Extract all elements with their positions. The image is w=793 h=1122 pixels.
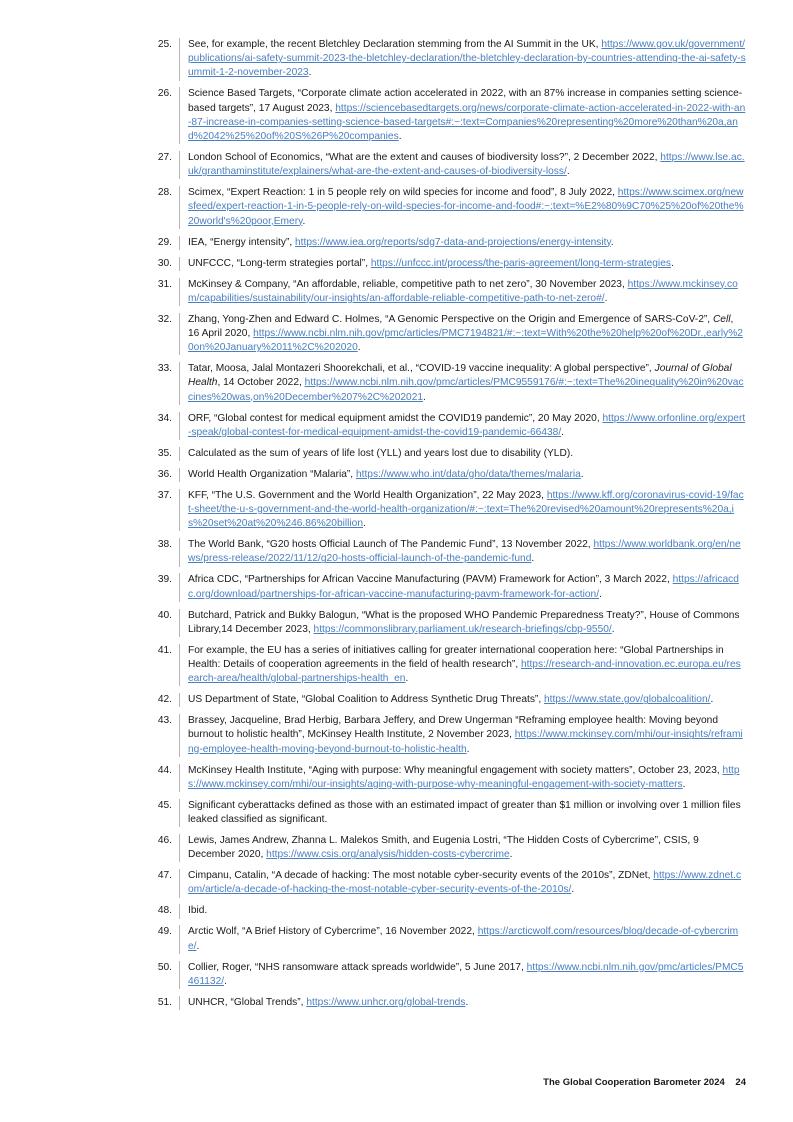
endnote-number: 29.: [157, 236, 172, 248]
endnote-number: 40.: [157, 609, 172, 621]
endnote-period: .: [405, 673, 409, 685]
endnote-item: [146, 313, 746, 356]
endnote-text: [179, 904, 746, 918]
endnote-period: .: [571, 884, 575, 896]
endnote-citation: ORF, “Global contest for medical equipment amidst the COVID19 pandemic”, 20 May 2020,: [188, 412, 603, 424]
endnote-number: 41.: [157, 644, 172, 656]
endnote-text: [179, 362, 746, 405]
endnote-text: [179, 609, 746, 637]
endnote-date: , 14 October 2022,: [217, 377, 305, 389]
endnote-text: [179, 412, 746, 440]
endnote-period: .: [466, 743, 470, 755]
endnote-text: [179, 925, 746, 953]
endnote-link[interactable]: https://www.ncbi.nlm.nih.gov/pmc/articles/PMC7194821/#:~:text=With%20the%20help%20of%20Dr.,early%20on%20January%2011%2C%202020: [188, 328, 743, 354]
endnote-link[interactable]: https://africacdc.org/download/partnerships-for-african-vaccine-manufacturing-pavm-framework-for-action/: [188, 574, 739, 600]
endnote-number: 42.: [157, 694, 172, 706]
endnote-item: [146, 996, 746, 1010]
endnote-number: 51.: [157, 996, 172, 1008]
endnote-citation: Tatar, Moosa, Jalal Montazeri Shoorekchali, et al., “COVID-19 vaccine inequality: A global perspective”,: [188, 363, 655, 375]
endnote-link[interactable]: https://www.orfonline.org/expert-speak/global-contest-for-medical-equipment-amidst-the-covid19-pandemic-66438/: [188, 412, 746, 438]
endnote-item: [146, 362, 746, 405]
endnote-citation: McKinsey & Company, “An affordable, reliable, competitive path to net zero”, 30 November 2023,: [188, 278, 628, 290]
endnote-item: [146, 38, 746, 81]
endnote-text: [179, 257, 746, 271]
endnote-link[interactable]: https://www.mckinsey.com/mhi/our-insights/aging-with-purpose-why-meaningful-engagement-with-society-matters: [188, 764, 740, 790]
endnote-text: [179, 87, 746, 144]
endnote-link[interactable]: https://www.lse.ac.uk/granthaminstitute/explainers/what-are-the-extent-and-causes-of-biodiversity-loss/: [188, 152, 745, 178]
endnote-item: [146, 799, 746, 827]
endnote-number: 36.: [157, 468, 172, 480]
endnote-period: .: [308, 67, 312, 79]
endnote-period: .: [611, 623, 615, 635]
endnote-item: [146, 186, 746, 229]
endnote-citation: McKinsey Health Institute, “Aging with purpose: Why meaningful engagement with society matters”, October 23, 2023,: [188, 764, 723, 776]
endnote-item: [146, 87, 746, 144]
endnote-link[interactable]: https://www.ncbi.nlm.nih.gov/pmc/articles/PMC9559176/#:~:text=The%20inequality%20in%20vaccines%20was,on%20December%207%2C%202021: [188, 377, 744, 403]
endnote-item: [146, 257, 746, 271]
endnote-period: .: [599, 588, 602, 600]
footer-title: The Global Cooperation Barometer 2024: [543, 1077, 725, 1088]
endnote-period: .: [196, 940, 200, 952]
endnote-item: [146, 278, 746, 306]
endnote-citation: Africa CDC, “Partnerships for African Vaccine Manufacturing (PAVM) Framework for Action”, 3 March 2022,: [188, 574, 673, 586]
endnote-period: .: [531, 553, 535, 565]
endnote-link[interactable]: https://www.who.int/data/gho/data/themes/malaria: [355, 468, 581, 480]
endnote-item: [146, 925, 746, 953]
endnote-number: 44.: [157, 764, 172, 776]
endnote-number: 50.: [157, 961, 172, 973]
endnote-link[interactable]: https://sciencebasedtargets.org/news/corporate-climate-action-accelerated-in-2022-with-an-87-increase-in-companies-setting-science-based-targets#:~:text=Companies%20representing%20more%20than%20a,and%2042%25%20of%20S%26P%20companies: [188, 102, 746, 143]
endnote-citation: Calculated as the sum of years of life lost (YLL) and years lost due to disability (YLD).: [188, 447, 574, 459]
endnote-period: .: [561, 426, 565, 438]
endnote-citation: Ibid.: [188, 905, 208, 917]
endnote-number: 33.: [157, 363, 172, 375]
endnote-number: 43.: [157, 715, 172, 727]
endnote-item: [146, 869, 746, 897]
endnote-date: , 16 April 2020,: [188, 313, 734, 340]
endnote-item: [146, 489, 746, 532]
endnote-item: [146, 764, 746, 792]
endnote-period: .: [398, 131, 402, 143]
endnote-text: [179, 236, 746, 250]
endnote-period: .: [604, 292, 608, 304]
endnote-text: [179, 714, 746, 757]
page-footer: [543, 1077, 746, 1088]
endnote-period: .: [302, 215, 306, 227]
endnote-number: 37.: [157, 489, 172, 501]
endnote-text: [179, 996, 746, 1010]
endnote-link[interactable]: https://arcticwolf.com/resources/blog/decade-of-cybercrime/: [188, 926, 739, 952]
endnote-text: [179, 693, 746, 707]
endnote-link[interactable]: https://www.gov.uk/government/publications/ai-safety-summit-2023-the-bletchley-declaration/the-bletchley-declaration-by-countries-attending-the-ai-safety-summit-1-2-november-2023: [188, 39, 746, 79]
endnote-text: [179, 278, 746, 306]
endnote-citation: UNHCR, “Global Trends”,: [188, 996, 307, 1008]
endnote-item: [146, 412, 746, 440]
endnote-item: [146, 693, 746, 707]
endnote-citation: KFF, “The U.S. Government and the World Health Organization”, 22 May 2023,: [188, 489, 547, 501]
page-number: 24: [735, 1077, 746, 1088]
endnote-number: 28.: [157, 187, 172, 199]
endnote-citation: See, for example, the recent Bletchley Declaration stemming from the AI Summit in the UK,: [188, 39, 602, 50]
endnote-number: 31.: [157, 278, 172, 290]
endnote-text: [179, 447, 746, 461]
endnote-link[interactable]: https://www.worldbank.org/en/news/press-release/2022/11/12/g20-hosts-official-launch-of-the-pandemic-fund: [188, 539, 741, 565]
endnote-item: [146, 834, 746, 862]
endnote-item: [146, 609, 746, 637]
endnote-citation: Cimpanu, Catalin, “A decade of hacking: The most notable cyber-security events of the 2010s”, ZDNet,: [188, 870, 654, 882]
endnote-citation: UNFCCC, “Long-term strategies portal”,: [188, 257, 371, 269]
endnote-citation: IEA, “Energy intensity”,: [188, 236, 296, 248]
endnote-citation: Scimex, “Expert Reaction: 1 in 5 people rely on wild species for income and food”, 8 July 2022,: [188, 187, 618, 199]
endnote-link[interactable]: https://commonslibrary.parliament.uk/research-briefings/cbp-9550/: [313, 623, 612, 635]
endnote-link[interactable]: https://www.scimex.org/newsfeed/expert-reaction-1-in-5-people-rely-on-wild-species-for-income-and-food#:~:text=%E2%80%9C70%25%20of%20the%20world's%20poor,Emery: [188, 187, 744, 227]
endnote-text: [179, 489, 746, 532]
endnote-text: [179, 644, 746, 687]
endnote-number: 32.: [157, 313, 172, 325]
endnote-text: [179, 961, 746, 989]
endnote-citation: Significant cyberattacks defined as those with an estimated impact of greater than $1 million or involving over 1 million files leaked classified as significant.: [188, 799, 741, 826]
endnote-number: 48.: [157, 905, 172, 917]
endnote-item: [146, 447, 746, 461]
endnote-text: [179, 151, 746, 179]
endnote-item: [146, 573, 746, 601]
endnote-period: .: [710, 694, 714, 706]
endnote-number: 34.: [157, 412, 172, 424]
endnote-period: .: [509, 849, 513, 861]
endnote-citation: Arctic Wolf, “A Brief History of Cybercrime”, 16 November 2022,: [188, 926, 478, 938]
endnote-text: [179, 538, 746, 566]
endnote-period: .: [610, 236, 614, 248]
endnote-citation: Collier, Roger, “NHS ransomware attack spreads worldwide”, 5 June 2017,: [188, 961, 527, 973]
endnote-link[interactable]: https://www.csis.org/analysis/hidden-costs-cybercrime: [266, 849, 510, 861]
endnote-period: .: [670, 257, 674, 269]
endnote-text: [179, 313, 746, 356]
endnote-item: [146, 468, 746, 482]
endnote-link[interactable]: https://research-and-innovation.ec.europa.eu/research-area/health/global-partnerships-health_en: [188, 659, 741, 685]
endnote-number: 46.: [157, 835, 172, 847]
endnote-period: .: [465, 996, 469, 1008]
endnote-text: [179, 764, 746, 792]
endnote-item: [146, 714, 746, 757]
endnote-citation: World Health Organization “Malaria”,: [188, 468, 356, 480]
endnote-link[interactable]: https://www.mckinsey.com/mhi/our-insights/reframing-employee-health-moving-beyond-burnout-to-holistic-health: [188, 729, 743, 755]
endnote-link[interactable]: https://www.ncbi.nlm.nih.gov/pmc/articles/PMC5461132/: [188, 961, 744, 987]
endnote-number: 27.: [157, 152, 172, 164]
endnote-number: 35.: [157, 447, 172, 459]
endnote-citation: Butchard, Patrick and Bukky Balogun, “What is the proposed WHO Pandemic Preparedness Treaty?”, House of Commons Library,14 December 2023,: [188, 609, 740, 635]
endnote-link[interactable]: https://unfccc.int/process/the-paris-agreement/long-term-strategies: [370, 257, 671, 269]
endnote-link[interactable]: https://www.zdnet.com/article/a-decade-of-hacking-the-most-notable-cyber-security-events-of-the-2010s/: [188, 870, 742, 896]
endnote-number: 45.: [157, 799, 172, 811]
endnote-citation: Science Based Targets, “Corporate climate action accelerated in 2022, with an 87% increase in companies setting science-based targets”, 17 August 2023,: [188, 88, 743, 114]
endnote-period: .: [357, 342, 361, 354]
endnote-link[interactable]: https://www.mckinsey.com/capabilities/sustainability/our-insights/an-affordable-reliable-competitive-path-to-net-zero#/: [188, 278, 738, 304]
endnote-period: .: [363, 518, 366, 530]
endnote-period: .: [423, 391, 426, 403]
endnote-period: .: [580, 468, 584, 480]
endnote-text: [179, 869, 746, 897]
endnote-item: [146, 538, 746, 566]
endnote-number: 47.: [157, 870, 172, 882]
endnote-link[interactable]: https://www.iea.org/reports/sdg7-data-and-projections/energy-intensity: [295, 236, 611, 248]
endnote-number: 49.: [157, 926, 172, 938]
endnote-item: [146, 151, 746, 179]
endnote-citation: For example, the EU has a series of initiatives calling for greater international cooperation here: “Global Partnerships in Health: Details of cooperation agreements in the field of health research”,: [188, 644, 724, 671]
endnote-citation: Brassey, Jacqueline, Brad Herbig, Barbara Jeffery, and Drew Ungerman “Reframing employee health: Moving beyond burnout to holistic health”, McKinsey Health Institute, 2 November 2023,: [188, 715, 719, 741]
endnote-period: .: [224, 975, 227, 987]
endnote-text: [179, 38, 746, 81]
endnote-number: 26.: [157, 88, 172, 100]
endnote-citation: Lewis, James Andrew, Zhanna L. Malekos Smith, and Eugenia Lostri, “The Hidden Costs of Cybercrime”, CSIS, 9 December 2020,: [188, 835, 699, 861]
endnote-period: .: [682, 778, 686, 790]
endnote-number: 25.: [157, 39, 172, 50]
endnote-citation: The World Bank, “G20 hosts Official Launch of The Pandemic Fund”, 13 November 2022,: [188, 539, 594, 551]
endnote-text: [179, 573, 746, 601]
endnote-journal: Journal of Global Health: [188, 363, 732, 389]
endnote-citation: Zhang, Yong-Zhen and Edward C. Holmes, “A Genomic Perspective on the Origin and Emergence of SARS-CoV-2”,: [188, 313, 713, 325]
endnote-number: 38.: [157, 539, 172, 551]
endnotes-list: [146, 38, 746, 1017]
endnote-text: [179, 186, 746, 229]
endnote-item: [146, 961, 746, 989]
endnote-citation: London School of Economics, “What are the extent and causes of biodiversity loss?”, 2 December 2022,: [188, 152, 661, 164]
endnote-link[interactable]: https://www.kff.org/coronavirus-covid-19/fact-sheet/the-u-s-government-and-the-world-health-organization/#:~:text=The%20revised%20amount%20represents%20a,is%20set%20at%20%246.86%20billion: [188, 489, 744, 530]
endnote-text: [179, 468, 746, 482]
endnote-link[interactable]: https://www.unhcr.org/global-trends: [306, 996, 466, 1008]
endnote-number: 30.: [157, 257, 172, 269]
endnote-text: [179, 834, 746, 862]
endnote-item: [146, 644, 746, 687]
endnote-item: [146, 904, 746, 918]
endnote-text: [179, 799, 746, 827]
endnote-period: .: [566, 166, 570, 178]
endnote-journal: Cell: [712, 313, 731, 325]
endnote-item: [146, 236, 746, 250]
endnote-citation: US Department of State, “Global Coalition to Address Synthetic Drug Threats”,: [188, 694, 544, 706]
endnote-link[interactable]: https://www.state.gov/globalcoalition/: [543, 694, 711, 706]
endnote-number: 39.: [157, 574, 172, 586]
